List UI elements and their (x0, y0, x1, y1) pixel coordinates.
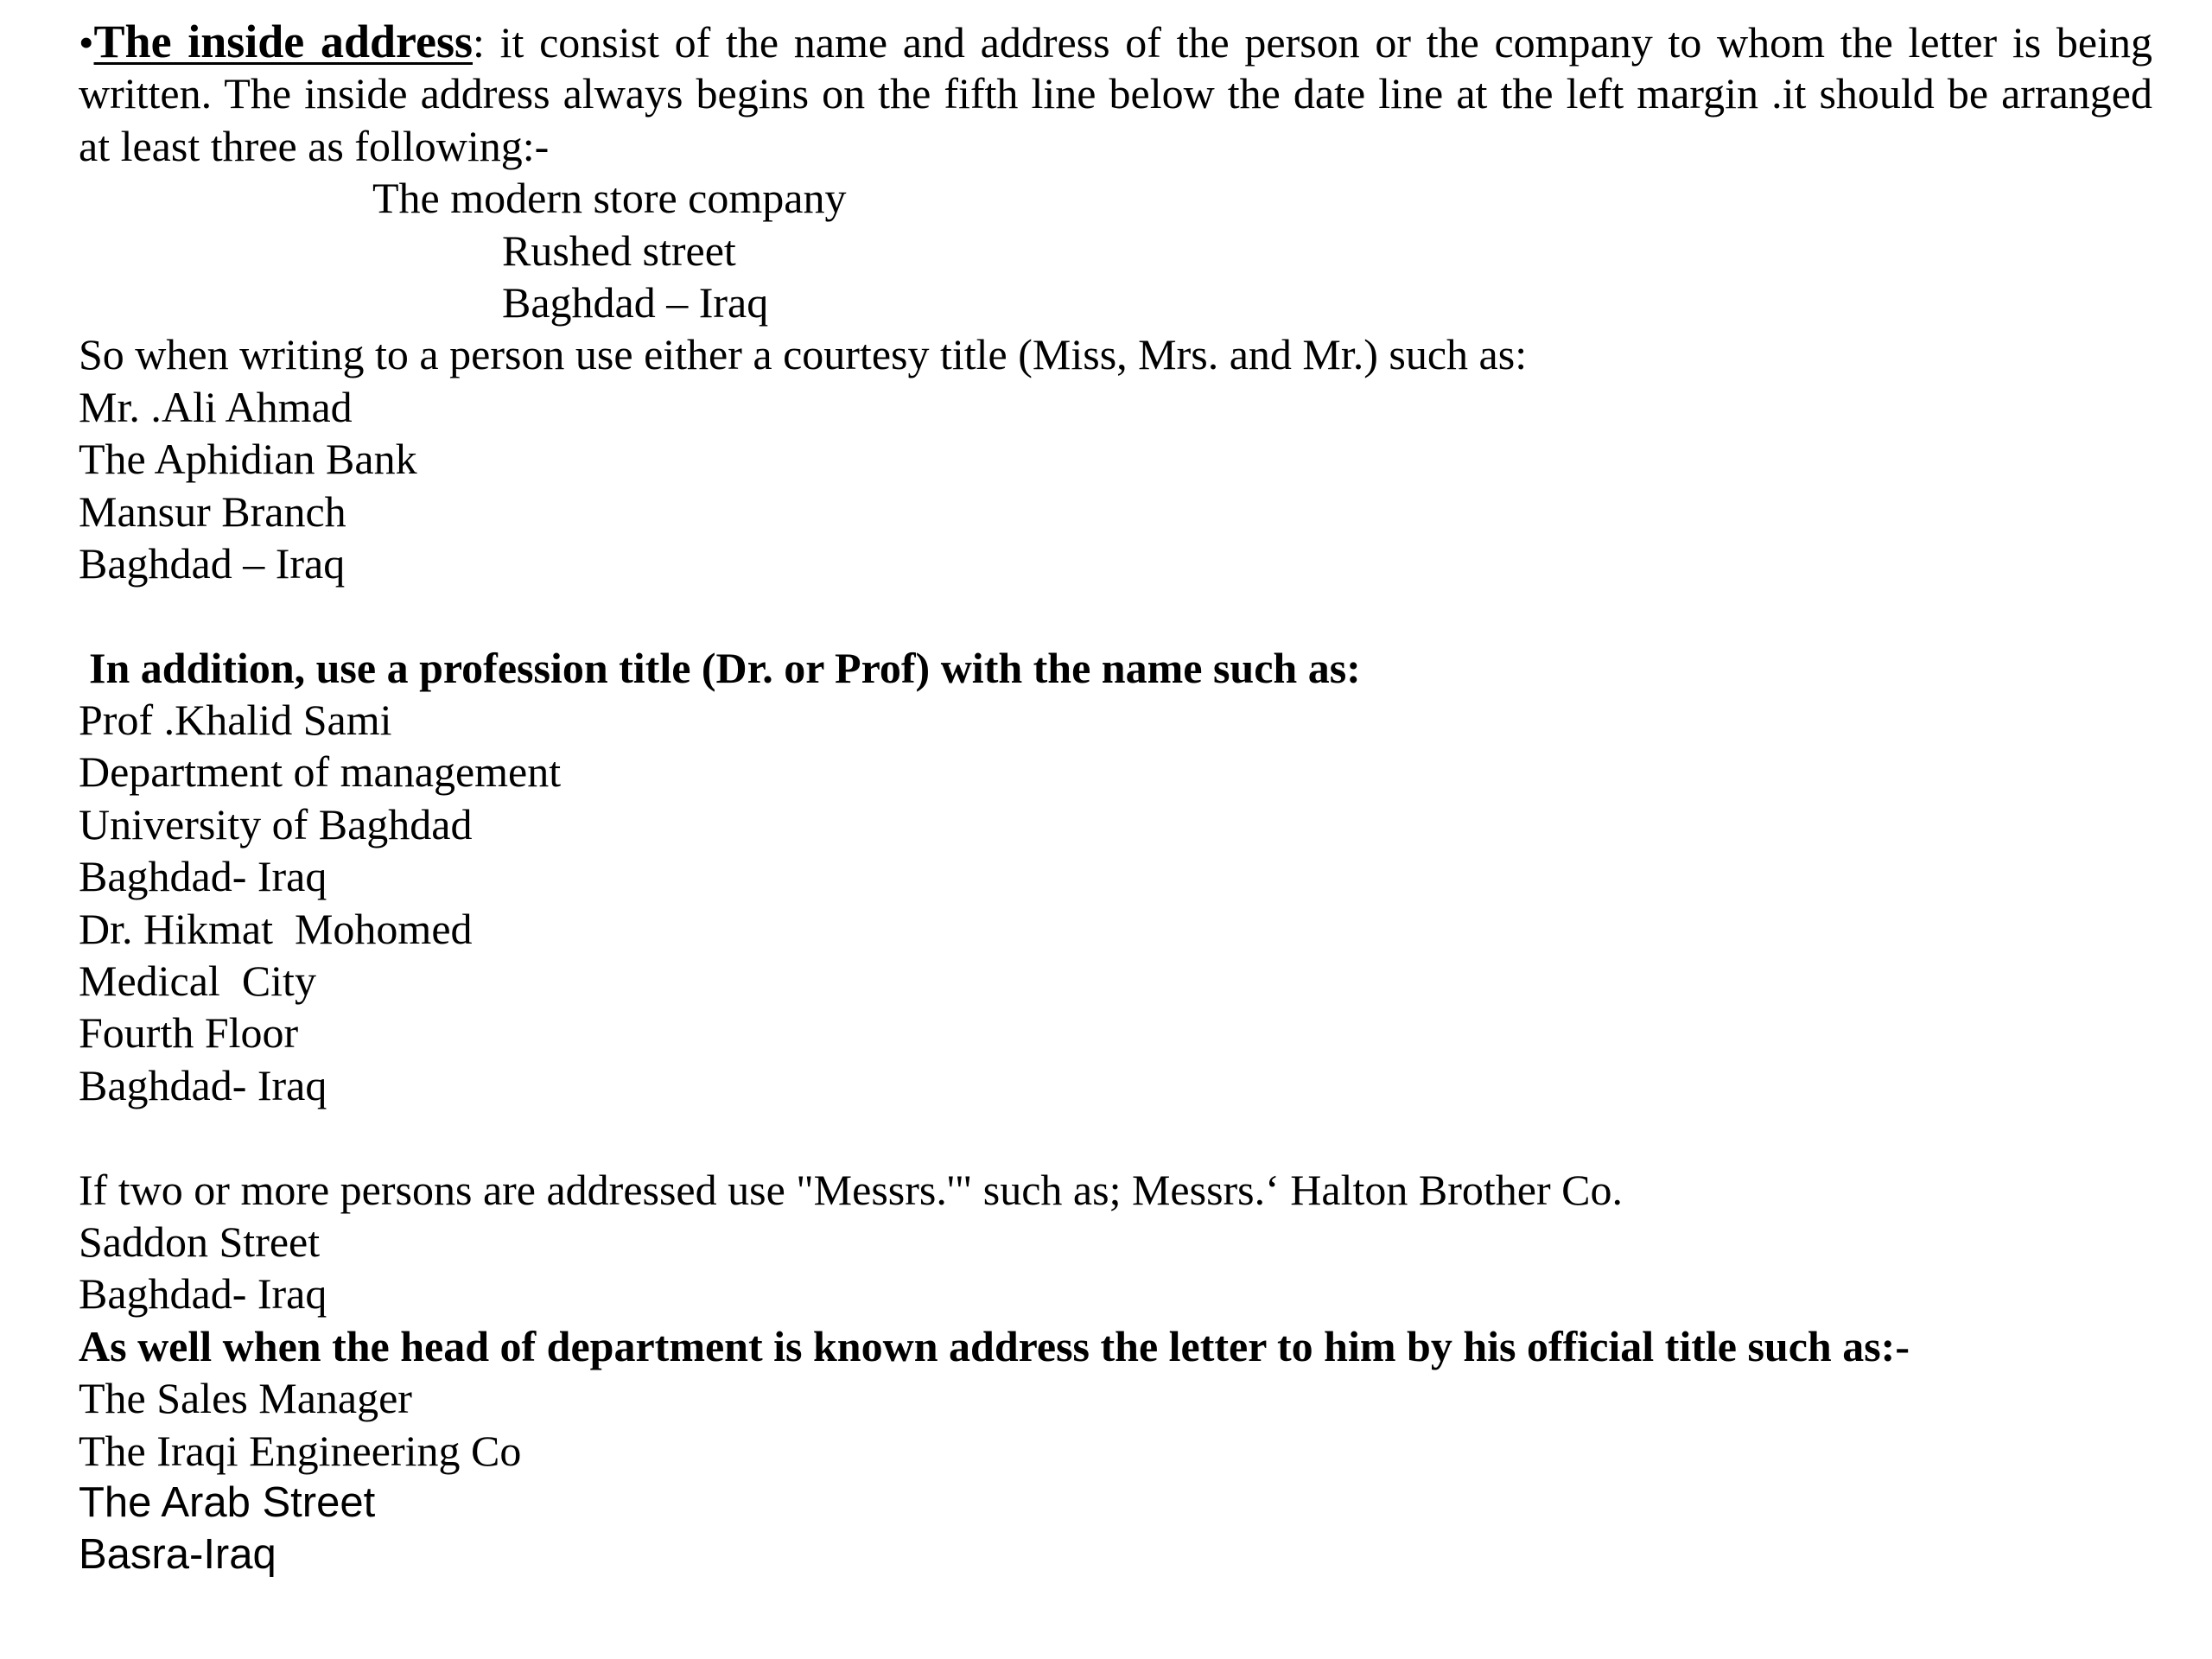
profession-address2-line: Medical City (79, 957, 316, 1006)
profession-address2-line: Baghdad- Iraq (79, 1060, 327, 1109)
profession-address1-line: University of Baghdad (79, 799, 473, 849)
intro-line-2: written. The inside address always begins on the fifth line below the date line at the left margin .it should be arranged (79, 69, 2152, 118)
profession-address1-line: Baghdad- Iraq (79, 852, 327, 901)
intro-line-1-text: : it consist of the name and address of the person or the company to whom the letter is being (473, 18, 2153, 67)
official-address-line: The Arab Street (79, 1478, 376, 1526)
intro-line-1 (79, 16, 2152, 67)
profession-address2-line: Dr. Hikmat Mohomed (79, 904, 473, 953)
section-heading: The inside address (93, 16, 474, 67)
official-address-line: The Iraqi Engineering Co (79, 1426, 522, 1475)
example1-line-2: Rushed street (502, 226, 736, 275)
official-address-line: The Sales Manager (79, 1374, 412, 1423)
messrs-address-line: Baghdad- Iraq (79, 1269, 327, 1319)
profession-address2-line: Fourth Floor (79, 1008, 299, 1058)
messrs-text: If two or more persons are addressed use "Messrs.'" such as; Messrs.‘ Halton Brother Co. (79, 1165, 1623, 1214)
example1-line-3: Baghdad – Iraq (502, 277, 769, 327)
official-text: As well when the head of department is known address the letter to him by his official title such as:- (79, 1321, 1910, 1370)
document-page (79, 16, 2152, 1580)
bullet: • (79, 18, 94, 67)
profession-address1-line: Department of management (79, 747, 562, 797)
courtesy-address-line: Baghdad – Iraq (79, 538, 346, 588)
courtesy-address-line: The Aphidian Bank (79, 435, 417, 484)
official-address-line: Basra-Iraq (79, 1530, 276, 1578)
intro-line-3: at least three as following:- (79, 121, 550, 170)
profession-address1-line: Prof .Khalid Sami (79, 696, 392, 745)
courtesy-text: So when writing to a person use either a courtesy title (Miss, Mrs. and Mr.) such as: (79, 330, 1528, 379)
profession-text: In addition, use a profession title (Dr. or Prof) with the name such as: (89, 643, 1361, 692)
courtesy-address-line: Mansur Branch (79, 486, 346, 536)
example1-line-1: The modern store company (372, 174, 847, 223)
spacer (79, 589, 2152, 641)
courtesy-address-line: Mr. .Ali Ahmad (79, 382, 353, 431)
spacer (79, 1111, 2152, 1163)
messrs-address-line: Saddon Street (79, 1217, 321, 1266)
